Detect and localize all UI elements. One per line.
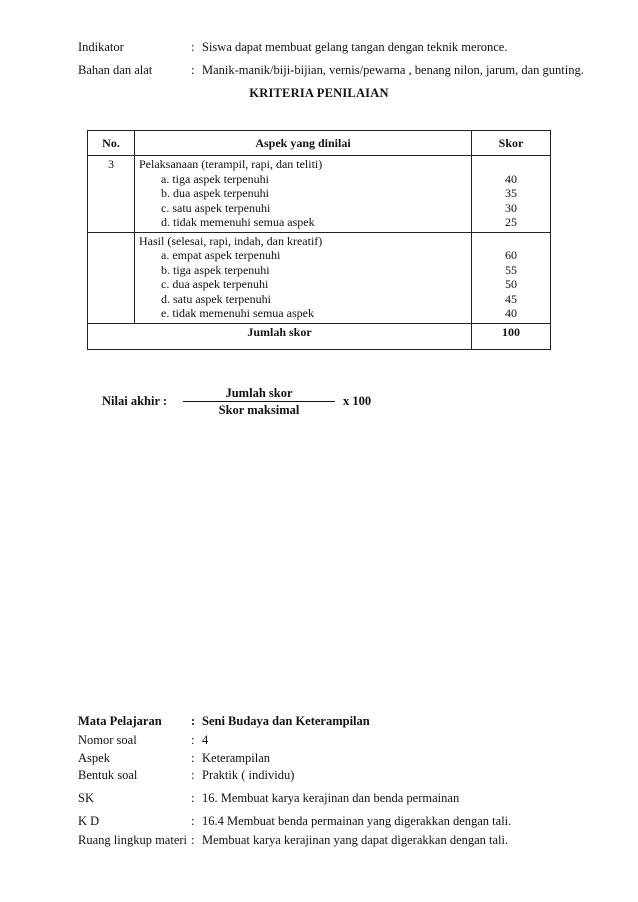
list-item: d. satu aspek terpenuhi [161,291,271,306]
formula-denominator: Skor maksimal [218,403,300,417]
aspek-value: Keterampilan [202,751,271,765]
aspek-cell [135,156,472,233]
bentuk-soal-colon: : [191,768,195,782]
nomor-soal-label: Nomor soal [78,733,137,747]
score-value: 30 [505,200,517,215]
total-label: Jumlah skor [88,323,472,349]
score-value: 55 [505,262,517,277]
formula-numerator: Jumlah skor [225,386,293,400]
list-item: a. tiga aspek terpenuhi [161,171,269,186]
criteria-title: KRITERIA PENILAIAN [249,86,389,100]
ruang-lingkup-colon: : [191,833,195,847]
aspek-label: Aspek [78,751,110,765]
aspek-colon: : [191,751,195,765]
group-title: Pelaksanaan (terampil, rapi, dan teliti) [139,157,323,171]
kd-value: 16.4 Membuat benda permainan yang digerakkan dengan tali. [202,814,512,828]
aspek-cell [135,232,472,323]
row-number: 3 [88,156,135,233]
mata-pelajaran-colon: : [191,714,196,728]
score-value: 50 [505,277,517,291]
sk-colon: : [191,791,195,805]
nomor-soal-value: 4 [202,733,209,747]
fraction-line [183,401,335,402]
sk-value: 16. Membuat karya kerajinan dan benda permainan [202,791,460,805]
skor-cell [472,232,551,323]
row-number-empty [88,232,135,323]
score-value: 35 [505,186,517,200]
bahan-colon: : [191,63,195,77]
score-value: 40 [505,171,517,186]
score-value: 25 [505,215,517,229]
ruang-lingkup-label: Ruang lingkup materi [78,833,188,847]
skor-cell [472,156,551,233]
bahan-value: Manik-manik/biji-bijian, vernis/pewarna , benang nilon, jarum, dan gunting. [202,63,584,77]
score-value: 45 [505,291,517,306]
bentuk-soal-value: Praktik ( individu) [202,768,295,782]
list-item: e. tidak memenuhi semua aspek [161,306,314,320]
bahan-label: Bahan dan alat [78,63,153,77]
criteria-table [87,130,551,350]
table-row [88,156,551,233]
header-aspek: Aspek yang dinilai [135,131,472,156]
list-item: d. tidak memenuhi semua aspek [161,215,315,229]
kd-label: K D [78,814,100,828]
list-item: c. satu aspek terpenuhi [161,200,271,215]
table-row [88,232,551,323]
final-score-formula [0,384,638,434]
formula-multiplier: x 100 [343,394,372,408]
nomor-soal-colon: : [191,733,195,747]
total-value: 100 [472,323,551,349]
list-item: b. tiga aspek terpenuhi [161,262,270,277]
indikator-label: Indikator [78,40,124,54]
kd-colon: : [191,814,195,828]
score-value: 40 [505,306,517,320]
ruang-lingkup-value: Membuat karya kerajinan yang dapat digerakkan dengan tali. [202,833,509,847]
table-header-row [88,131,551,156]
list-item: a. empat aspek terpenuhi [161,248,281,262]
indikator-value: Siswa dapat membuat gelang tangan dengan teknik meronce. [202,40,508,54]
header-no: No. [88,131,135,156]
sk-label: SK [78,791,94,805]
list-item: b. dua aspek terpenuhi [161,186,269,200]
bentuk-soal-label: Bentuk soal [78,768,138,782]
score-value: 60 [505,248,517,262]
list-item: c. dua aspek terpenuhi [161,277,269,291]
formula-label: Nilai akhir : [102,394,168,408]
header-skor: Skor [472,131,551,156]
group-title: Hasil (selesai, rapi, indah, dan kreatif) [139,233,323,248]
total-row [88,323,551,349]
indikator-colon: : [191,40,195,54]
mata-pelajaran-value: Seni Budaya dan Keterampilan [202,714,370,728]
mata-pelajaran-label: Mata Pelajaran [78,714,162,728]
